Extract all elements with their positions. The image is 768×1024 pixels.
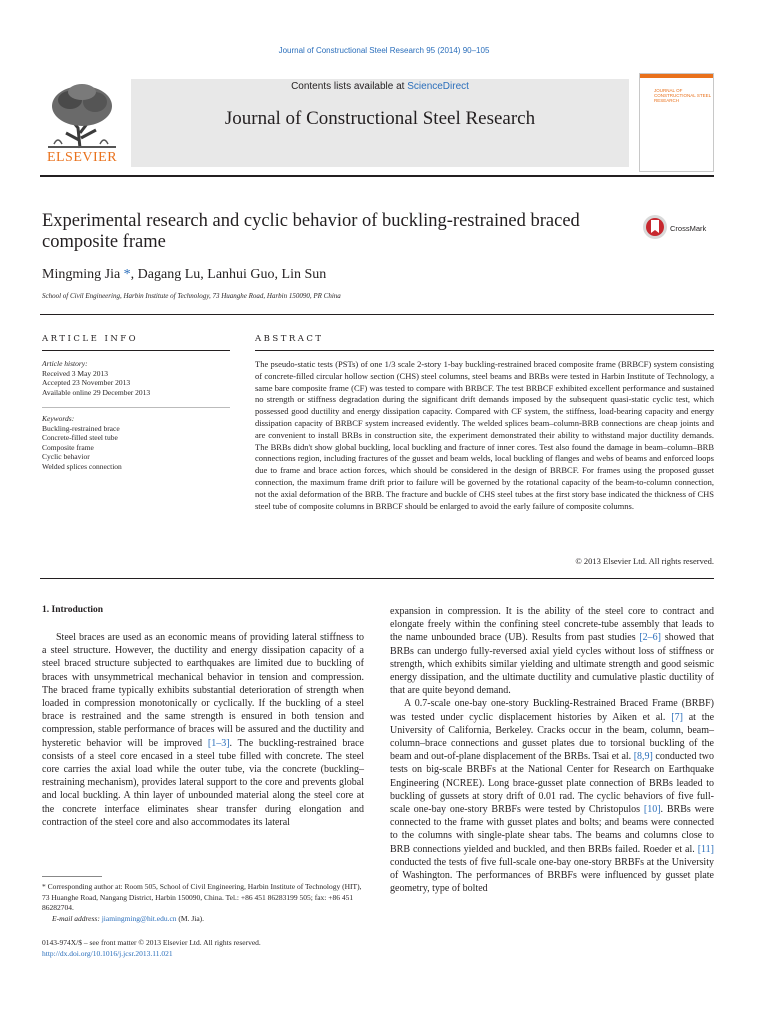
- intro-text: conducted the tests of five full-scale one-bay one-story BRBFs at the University of Washington. The performances of BRBFs were influenced by gusset plate geometry, type of bolted: [390, 856, 714, 895]
- intro-text: . BRBs were connected to the frame with gusset plates and bolts; and beams were connected to the columns with single-plate shear tabs. The beams and columns close to BRB connections yielded and buckled, and then BRBs failed. Roeder et al.: [390, 804, 714, 855]
- body-rule: [40, 578, 714, 579]
- article-info-rule: [42, 350, 230, 351]
- citation-link[interactable]: [8,9]: [633, 751, 653, 763]
- crossmark-icon[interactable]: [642, 214, 668, 240]
- journal-citation-link[interactable]: Journal of Constructional Steel Research 95 (2014) 90–105: [278, 46, 490, 55]
- article-history: [42, 359, 222, 397]
- abstract-copyright: © 2013 Elsevier Ltd. All rights reserved.: [575, 556, 714, 566]
- other-authors: , Dagang Lu, Lanhui Guo, Lin Sun: [130, 267, 327, 282]
- elsevier-wordmark: ELSEVIER: [46, 150, 118, 165]
- sciencedirect-link[interactable]: ScienceDirect: [407, 81, 469, 92]
- right-column: [390, 605, 714, 895]
- citation-link[interactable]: [7]: [671, 711, 683, 723]
- corresponding-author-footnote: [42, 882, 364, 924]
- intro-text: at the University of California, Berkeley. Cracks occur in the beam, column, beam–column–brace connections and gusset plates due to torsional buckling of the beam and out-of-plane displacement of the BRBs. Tsai et al.: [390, 711, 715, 763]
- keyword: Buckling-restrained brace: [42, 423, 120, 433]
- keywords-label: Keywords:: [42, 414, 75, 423]
- affiliation-rule: [40, 314, 714, 315]
- front-matter: [42, 938, 261, 959]
- affiliation: School of Civil Engineering, Harbin Institute of Technology, 73 Huanghe Road, Harbin 150090, PR China: [42, 292, 341, 300]
- footnote-rule: [42, 876, 102, 877]
- citation-link[interactable]: [10]: [643, 804, 661, 816]
- abstract-text: The pseudo-static tests (PSTs) of one 1/3 scale 2-story 1-bay buckling-restrained braced composite frame (BRBCF) system consisting of concrete-filled circular hollow section (CHS) steel columns, steel beams and BRBs were tested in Harbin Institute of Technology, a same bare composite frame (CF) was tested to compare with BRBCF. The test BRBCF exhibited excellent performance and sustained no strength or stiffness degradation during the significant drift demands imposed by the subsequent quasi-static cyclic test, which possessed good ductility and energy dissipation capacity. Compared with CF system, the stiffness, load-bearing capacity and energy dissipation capacity of BRBCF system increased evidently. The welded splices beam–column-BRB connections are cheap joints and are convenient to install BRBs in construction site, the experiment demonstrated their ability to withstand major ductility demands. The BRBs didn't show global buckling, local buckling and fracture of inner cores. Test also found the damage in beam–column–BRB connections region, including fractures of the gusset and beam welds, local buckling of flanges and webs of beams and enforced loops due to frame and brace action forces, which should be considered in the design of BRBCF. For frames using the proposed gusset connection, the maximum frame drift prior to failure will be governed by the rotational capacity of the beam-to-column connection, not the axial deformation of the BRB. The fracture and buckle of CHS steel tubes at the first story base indicated the thickness of CHS steel tube of composite columns in BRBCF should be enlarged to avoid the early failure of composite columns.: [255, 359, 714, 511]
- journal-cover-thumbnail[interactable]: [639, 73, 714, 172]
- history-online: Available online 29 December 2013: [42, 387, 151, 397]
- history-accepted: Accepted 23 November 2013: [42, 378, 131, 387]
- intro-text: showed that BRBs can undergo fully-reversed axial yield cycles without loss of stiffness or strength, which exhibits similar yielding and ultimate strength and good seismic energy dissipation, and the ultimate ductility and cumulative plastic ductility of that are quite beyond demand.: [390, 632, 715, 697]
- article-info-heading: ARTICLE INFO: [42, 334, 139, 344]
- journal-title: Journal of Constructional Steel Research: [224, 108, 536, 129]
- abstract-rule: [255, 350, 714, 351]
- intro-text: Steel braces are used as an economic means of providing lateral stiffness to a steel structure. However, the ductility and energy dissipation capacity of a steel braced structure subjected to earthquakes are limited due to buckling of braces with unsymmetrical mechanical behavior in tension and compression. The braced frame typically exhibits substantial deterioration of strength when loaded in compression monotonically or cyclically. If the buckling of a steel brace is restrained and the same strength is ensured in both tension and compression, stable performance of braces will be assured and the ductility and hysteretic behavior will be improved: [42, 632, 364, 749]
- email-suffix: (M. Jia).: [176, 913, 205, 923]
- intro-text: . The buckling-restrained brace consists of a steel core encased in a steel tube filled with concrete. The steel core carries the axial load while the outer tube, via the concrete (buckling–restraining mechanism), provides lateral support to the core and prevents global and local buckling. A thin layer of unbounded material along the steel core at the concrete interface eliminates shear transfer during elongation and contraction of the steel core and also accommodates its lateral: [42, 737, 364, 828]
- history-rule: [42, 407, 230, 408]
- footnote-text: * Corresponding author at: Room 505, School of Civil Engineering, Harbin Institute of Technology (HIT), 73 Huanghe Road, Nangang District, Harbin 150090, China. Tel.: +86 451 86283199 505; fax: +86 451 86282704.: [42, 882, 362, 912]
- history-label: Article history:: [42, 359, 88, 368]
- intro-text: expansion in compression. It is the ability of the steel core to contract and elongate freely within the confining steel concrete-tube assembly that leads to the name unbounded brace (UB). Results from past studies: [390, 606, 714, 644]
- keywords: [42, 414, 222, 471]
- intro-paragraph-2: [390, 697, 714, 895]
- email-label: E-mail address:: [52, 913, 102, 923]
- intro-paragraph-continued: [390, 605, 714, 697]
- citation-link[interactable]: [2–6]: [639, 632, 661, 644]
- header-rule: [40, 175, 714, 177]
- keyword: Concrete-filled steel tube: [42, 433, 118, 442]
- cover-accent-bar: [640, 74, 713, 78]
- keyword: Welded splices connection: [42, 461, 122, 471]
- email-line: [42, 914, 364, 925]
- intro-text: conducted two tests on big-scale BRBFs at the National Center for Research on Earthquake Engineering (NCREE). Long brace-gusset plate connection of BRBs leaded to buckling of gussets at story drift of 0.01 rad. The cyclic behaviors of five full-scale one-bay one-story BRBFs were tested by Christopulos: [390, 751, 715, 816]
- email-link[interactable]: jiamingming@hit.edu.cn: [101, 913, 177, 923]
- doi-link[interactable]: http://dx.doi.org/10.1016/j.jcsr.2013.11.021: [42, 948, 173, 958]
- paper-title: Experimental research and cyclic behavior of buckling-restrained braced composite frame: [42, 211, 580, 252]
- abstract-heading: ABSTRACT: [255, 334, 324, 344]
- keyword: Cyclic behavior: [42, 452, 90, 461]
- section-heading-introduction: 1. Introduction: [42, 605, 104, 615]
- author-list: [42, 267, 326, 283]
- citation-link[interactable]: [1–3]: [207, 737, 230, 749]
- issn-line: 0143-974X/$ – see front matter © 2013 Elsevier Ltd. All rights reserved.: [42, 938, 261, 947]
- crossmark-label[interactable]: CrossMark: [670, 224, 707, 233]
- contents-prefix: Contents lists available at: [291, 81, 408, 92]
- corresponding-author-link[interactable]: *: [120, 267, 131, 282]
- intro-paragraph-1: [42, 631, 364, 829]
- citation-link[interactable]: [11]: [697, 843, 714, 855]
- first-author: Mingming Jia: [42, 267, 121, 282]
- history-received: Received 3 May 2013: [42, 368, 109, 378]
- contents-line: [131, 81, 629, 92]
- cover-title: JOURNAL OF CONSTRUCTIONAL STEEL RESEARCH: [654, 88, 711, 103]
- keyword: Composite frame: [42, 442, 94, 452]
- intro-text: A 0.7-scale one-bay one-story Buckling-Restrained Braced Frame (BRBF) was tested under cyclic displacement histories by Aiken et al.: [390, 698, 714, 723]
